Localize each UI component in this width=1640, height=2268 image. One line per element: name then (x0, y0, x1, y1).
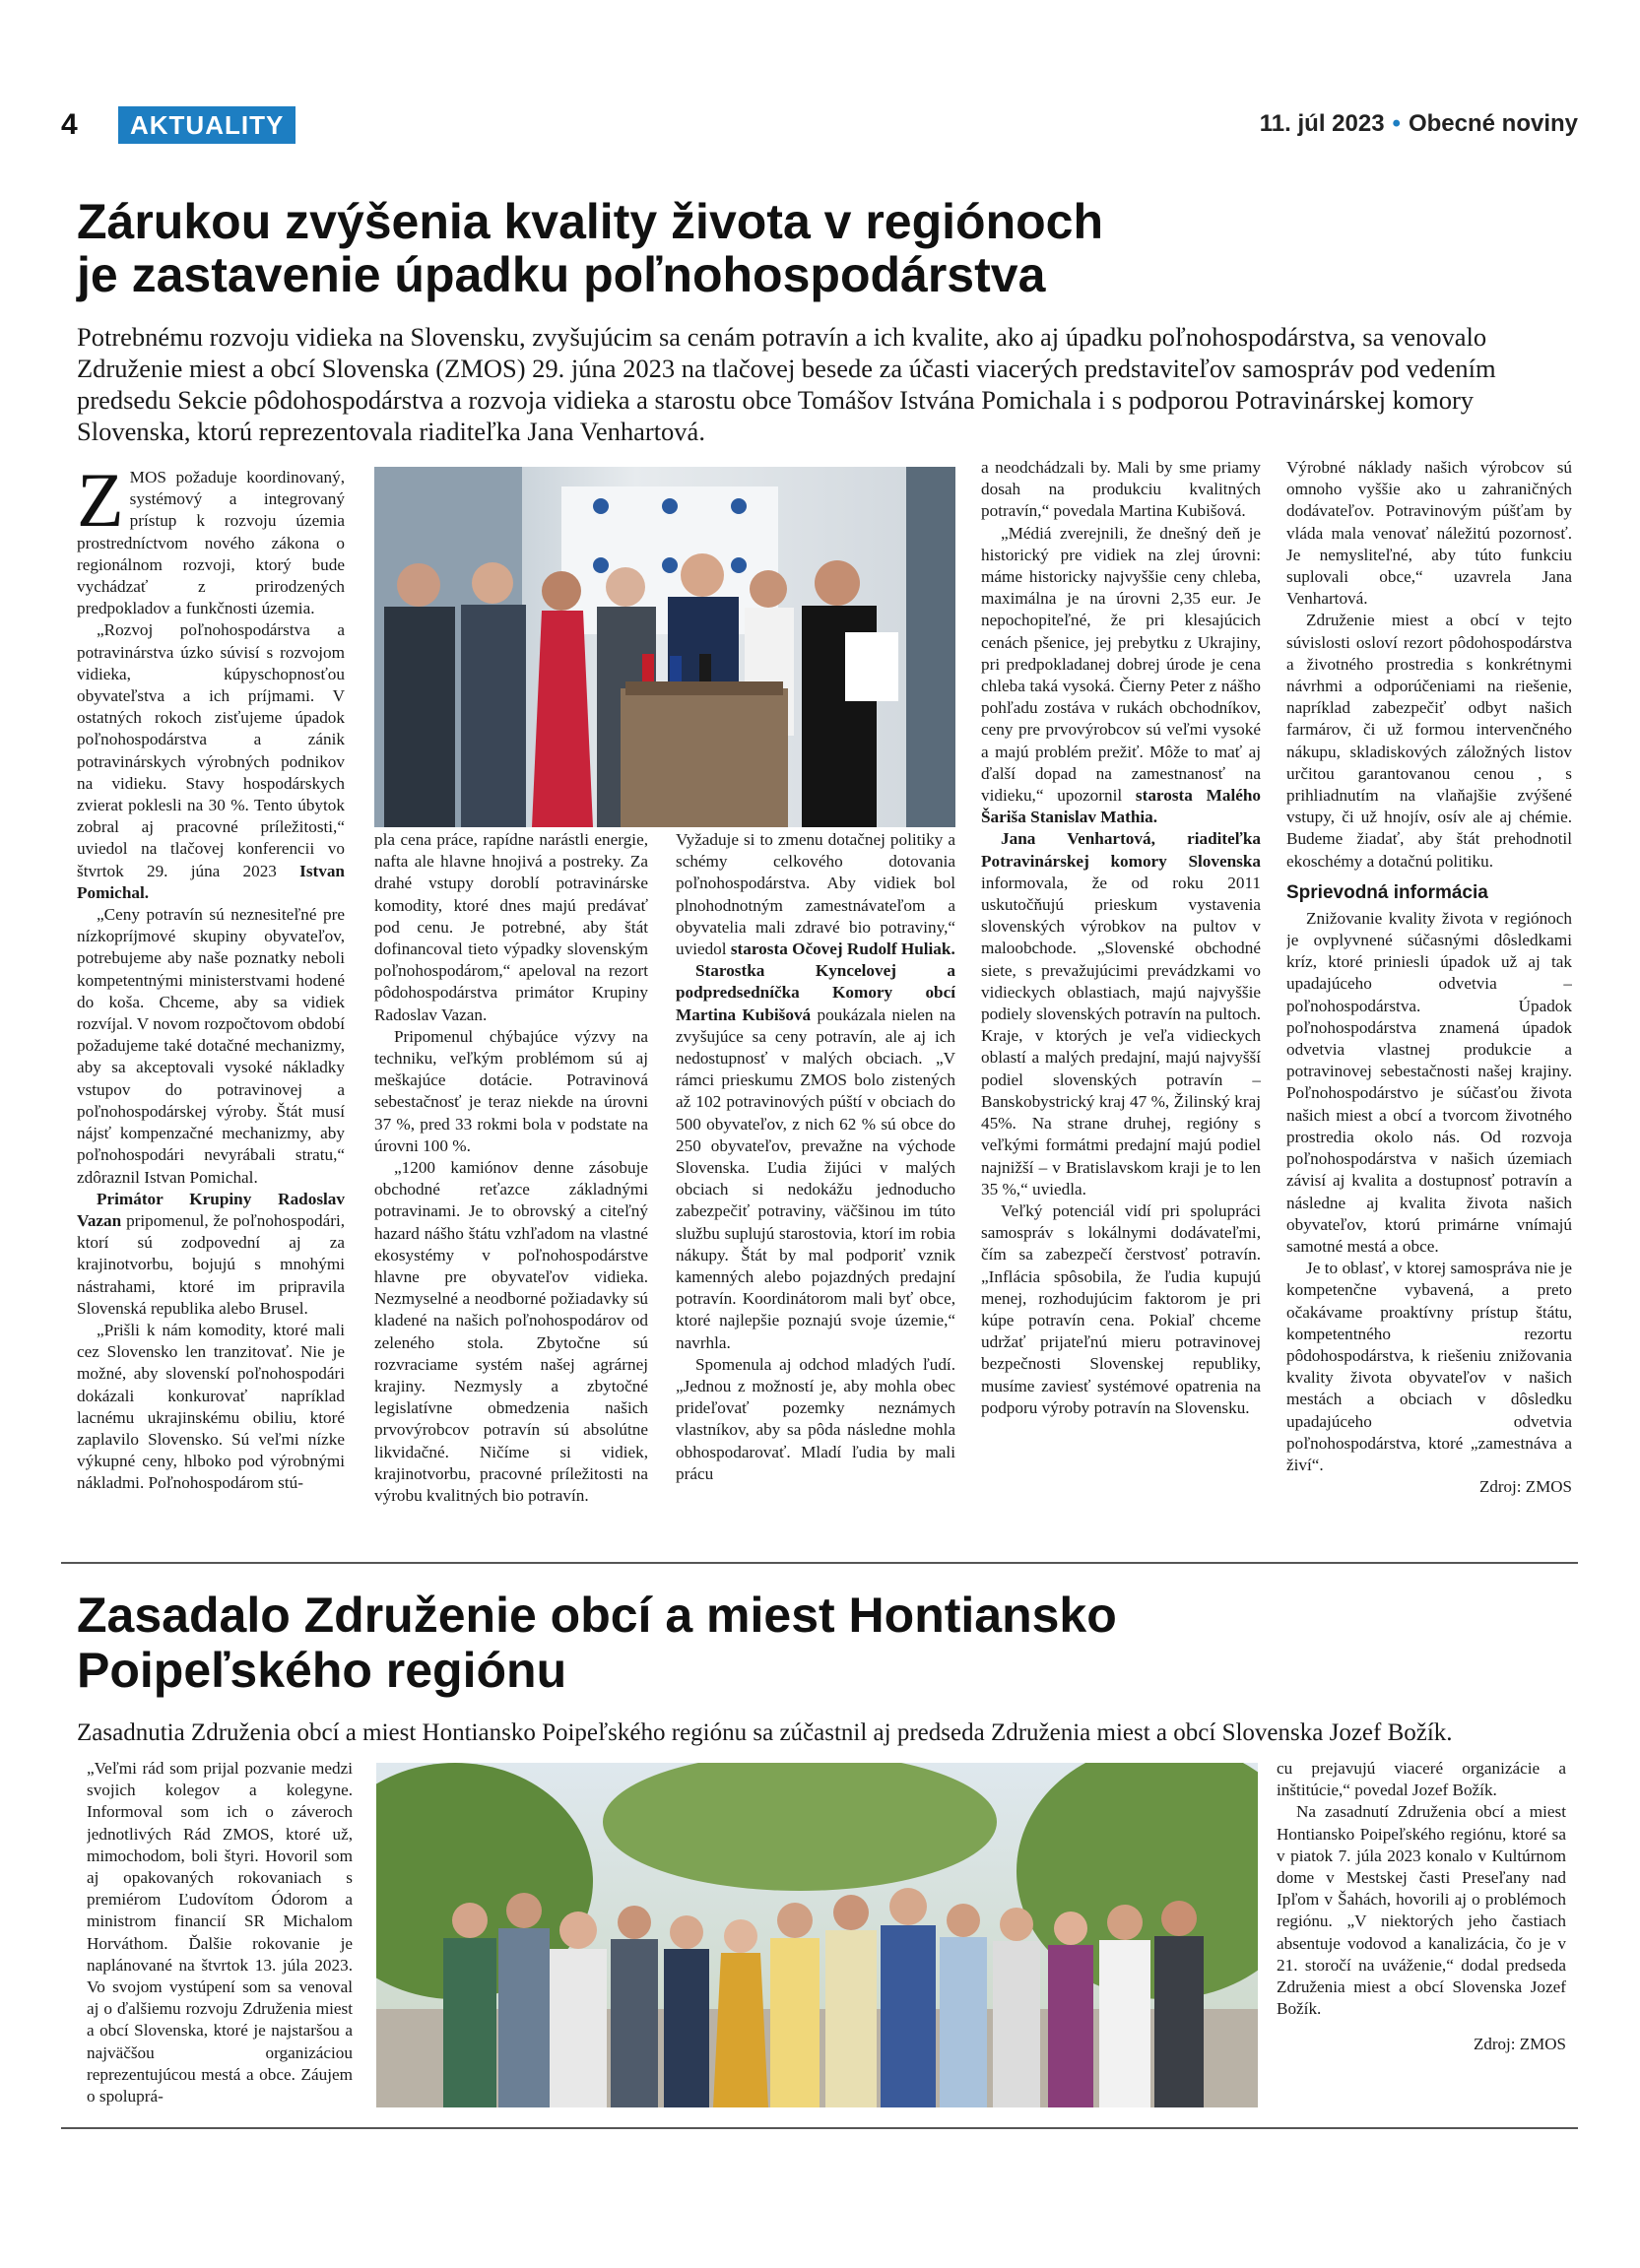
source-credit: Zdroj: ZMOS (1474, 2035, 1566, 2054)
separator-dot: • (1392, 110, 1401, 137)
paragraph: Pripomenul chýbajúce výzvy na techniku, veľkým problémom sú aj meškajúce dotácie. Potravinová sebestačnosť je teraz niekde na úrovni 37 %, pred 33 rokmi bola v podstate na úrovni 100 %. (374, 1026, 648, 1155)
article-1-title-line-1: Zárukou zvýšenia kvality života v regiónoch (77, 194, 1104, 249)
article-1-column-2 (374, 829, 648, 1555)
drop-cap: Z (77, 467, 124, 543)
paragraph: MOS požaduje koordinovaný, systémový a integrovaný prístup k rozvoju územia prostredníctvom nového zákona o regionálnom rozvoji, ktorý bude vychádzať z prirodzených predpokladov a funkčnosti územia. (77, 468, 345, 618)
paragraph: Výrobné náklady našich výrobcov sú omnoho vyššie ako u zahraničných dodávateľov. Potravinovým púšťam by vláda mala venovať náležitú pozornosť. Je nemysliteľné, aby túto funkciu suplovali obce,“ uzavrela Jana Venhartová. (1286, 458, 1572, 609)
group-image (376, 1763, 1258, 2107)
article-1-lead: Potrebnému rozvoju vidieka na Slovensku, zvyšujúcim sa cenám potravín a ich kvalite, ako aj úpadku poľnohospodárstva, sa venovalo Združenie miest a obcí Slovenska (ZMOS) 29. júna 2023 na tlačovej besede za účasti viacerých predstaviteľov samospráv pod vedením predsedu Sekcie pôdohospodárstva a rozvoja vidieka a starostu obce Tomášov Istvána Pomichala i s podporou Potravinárskej komory Slovenska, ktorú reprezentovala riaditeľka Jana Venhartová. (77, 322, 1496, 446)
speaker-name: Starostka Kyncelovej a podpredsedníčka Komory obcí Martina Kubišová (676, 961, 955, 1024)
article-2-column-1 (87, 1758, 353, 2122)
paragraph: informovala, že od roku 2011 uskutočňujú prieskum vystavenia slovenských výrobkov na pultov v maloobchode. „Slovenské obchodné siete, s prevažujúcimi prevádzkami vo vidieckych oblastiach, majú najvyššie podiely slovenských potravín na pultoch. Kraje, v ktorých je veľa vidieckych oblastí a malých predajní, majú najvyšší podiel slovenských potravín – Banskobystrický kraj 47 %, Žilinský kraj 45%. Na strane druhej, regióny s veľkými formátmi predajní majú podiel najnižší – v Bratislavskom kraji je to len 35 %,“ uviedla. (981, 873, 1261, 1199)
press-conference-image (374, 467, 955, 827)
issue-line (1260, 110, 1578, 138)
group-photo (376, 1763, 1258, 2107)
paragraph: poukázala nielen na zvyšujúce sa ceny potravín, ale aj ich nedostupnosť v malých obciach. „V rámci prieskumu ZMOS bolo zistených až 102 potravinových púští v obciach do 500 obyvateľov, z nich 62 % sú obce do 250 obyvateľov, prevažne na východe Slovenska. Ľudia žijúci v malých obciach si nedokážu jednoducho zabezpečiť potraviny, väčšinou im túto službu suplujú starostovia, ktorí im robia nákupy. Štát by mal podporiť vznik kamenných alebo pojazdných predajní potravín. Koordinátorom mali byť obce, ktoré najlepšie poznajú svoje územie,“ navrhla. (676, 1004, 955, 1352)
article-1-column-3 (676, 829, 955, 1555)
article-2-title (77, 1588, 1357, 1698)
article-2-title-line-2: Poipeľského regiónu (77, 1643, 567, 1698)
bottom-divider (61, 2127, 1578, 2129)
paragraph: cu prejavujú viaceré organizácie a inštitúcie,“ povedal Jozef Božík. (1277, 1759, 1566, 1800)
paragraph: „Prišli k nám komodity, ktoré mali cez Slovensko len tranzitovať. Nie je možné, aby slovenskí poľnohospodári dokázali konkurovať napríklad lacnému ukrajinskému obiliu, ktoré zaplavilo Slovensko. Sú veľmi nízke výkupné ceny, hlboko pod výrobnými nákladmi. Poľnohospodárom stú- (77, 1320, 345, 1493)
article-2-column-2 (1277, 1758, 1566, 2122)
article-1-column-1 (77, 467, 345, 1555)
speaker-name: Primátor Krupiny Radoslav Vazan (77, 1189, 345, 1230)
paragraph: „Ceny potravín sú neznesiteľné pre nízkopríjmové skupiny obyvateľov, potrebujeme aby naše poznatky neboli kompetentnými ministerstvami hodené do koša. Chceme, aby sa vidiek rozvíjal. V novom rozpočtovom období požadujeme také dotačné mechanizmy, aby sa akceptovali vysoké nákladky vstupov do potravinovej a poľnohospodárskej výroby. Štát musí nájsť kompenzačné mechanizmy, aby poľnohospodári nevyrábali stratu,“ zdôraznil Istvan Pomichal. (77, 905, 345, 1187)
paragraph: Je to oblasť, v ktorej samospráva nie je kompetenčne vybavená, a preto očakávame proaktívny prístup štátu, kompetentného rezortu pôdohospodárstva, k riešeniu znižovania kvality života obyvateľov v našich mestách a obciach v dôsledku upadajúceho odvetvia poľnohospodárstva, ktoré „zamestnáva a živí“. (1286, 1259, 1572, 1474)
article-1-column-5 (1286, 457, 1572, 1555)
speaker-name: starosta Očovej Rudolf Huliak. (730, 940, 955, 959)
paragraph: Vyžaduje si to zmenu dotačnej politiky a schémy celkového dotovania poľnohospodárstva. Aby vidiek bol plnohodnotným zamestnávateľom a obyvatelia mali zdravé bio potraviny,“ uviedol (676, 830, 955, 959)
speaker-name: starosta Malého Šariša Stanislav Mathia. (981, 786, 1261, 827)
issue-date: 11. júl 2023 (1259, 110, 1385, 137)
publication-name: Obecné noviny (1408, 110, 1578, 137)
paragraph: „Médiá zverejnili, že dnešný deň je historický pre vidiek na zlej úrovni: máme historicky najvyššie ceny chleba, maximálna je na úrovni 2,35 eur. Je nepochopiteľné, že pri klesajúcich cenách pšenice, jej prebytku z Ukrajiny, pri predpokladanej dobrej úrode je cena chleba taká vysoká. Čierny Peter z nášho pohľadu zostáva v rukách obchodníkov, ceny pre prvovýrobcov sú veľmi vysoké a majú problém prežiť. Môže to mať aj ďalší dopad na zamestnanosť na vidieku,“ upozornil (981, 523, 1261, 806)
press-conference-photo (374, 467, 955, 827)
speaker-name: Istvan Pomichal. (77, 861, 345, 902)
section-badge: AKTUALITY (118, 106, 295, 144)
article-1-title (77, 195, 1554, 301)
paragraph: Na zasadnutí Združenia obcí a miest Hontiansko Poipeľského regiónu, ktoré sa v piatok 7. júla 2023 konalo v Kultúrnom dome v Mestskej časti Preseľany nad Ipľom v Šahách, hovorili aj o problémoch regiónu. „V niektorých jeho častiach absentuje vodovod a kanalizácia, čo je v 21. storočí na uváženie,“ dodal predseda Združenia miest a obcí Slovenska Jozef Božík. (1277, 1802, 1566, 2019)
article-2-lead: Zasadnutia Združenia obcí a miest Hontiansko Poipeľského regiónu sa zúčastnil aj predseda Združenia miest a obcí Slovenska Jozef Božík. (77, 1719, 1453, 1746)
sidebar-subheading: Sprievodná informácia (1286, 881, 1488, 903)
page-header (61, 106, 1578, 146)
article-divider (61, 1562, 1578, 1564)
article-1-title-line-2: je zastavenie úpadku poľnohospodárstva (77, 247, 1046, 302)
paragraph: a neodchádzali by. Mali by sme priamy dosah na produkciu kvalitných potravín,“ povedala Martina Kubišová. (981, 458, 1261, 521)
source-credit: Zdroj: ZMOS (1479, 1477, 1572, 1497)
speaker-name: Jana Venhartová, riaditeľka Potravinárskej komory Slovenska (981, 829, 1261, 871)
paragraph: „1200 kamiónov denne zásobuje obchodné reťazce základnými potravinami. Je to obrovský a citeľný hazard nášho štátu vzhľadom na vlastné ekosystémy v poľnohospodárstve hlavne pre obyvateľov vidieka. Nezmyselné a neodborné požiadavky sú kladené na našich poľnohospodárov od zeleného stola. Zbytočne sú rozvraciame systém našej agrárnej krajiny. Nezmysly a zbytočné legislatívne obmedzenia našich prvovýrobcov potravín sú absolútne likvidačné. Ničíme si vidiek, krajinotvorbu, pracovné príležitosti na výrobu kvalitných bio potravín. (374, 1158, 648, 1506)
paragraph: pripomenul, že poľnohospodári, ktorí sú zodpovední aj za krajinotvorbu, bojujú s mnohými nástrahami, ktoré im pripravila Slovenská republika alebo Brusel. (77, 1210, 345, 1318)
paragraph: Spomenula aj odchod mladých ľudí. „Jednou z možností je, aby mohla obec prideľovať pozemky neznámych vlastníkov, aby sa pôda následne mohla obhospodarovať. Mladí ľudia by mali prácu (676, 1354, 955, 1483)
paragraph: Znižovanie kvality života v regiónoch je ovplyvnené súčasnými dôsledkami kríz, ktoré priniesli úpadok už aj tak upadajúceho odvetvia – poľnohospodárstva. Úpadok poľnohospodárstva znamená úpadok odvetvia vlastnej produkcie a potravinovej sebestačnosti našej krajiny. Poľnohospodárstvo je súčasťou života našich miest a obcí a tvorcom životného prostredia okolo nás. Od rozvoja poľnohospodárstva v našich územiach závisí aj kvalita a dostupnosť potravín a následne aj kvalita života našich obyvateľov, ktorú primárne vnímajú samotné mestá a obce. (1286, 908, 1572, 1256)
paragraph: „Veľmi rád som prijal pozvanie medzi svojich kolegov a kolegyne. Informoval som ich o záveroch jednotlivých Rád ZMOS, ktoré už, mimochodom, boli štyri. Hovoril som aj opakovaných rokovaniach s premiérom Ľudovítom Ódorom a ministrom financií SR Michalom Horváthom. Ďalšie rokovanie je naplánované na štvrtok 13. júla 2023. Vo svojom vystúpení som sa venoval aj o ďalšiemu rozvoju Združenia miest a obcí Slovenska, ktoré je najstaršou a najväčšou organizáciou reprezentujúcou mestá a obce. Záujem o spoluprá- (87, 1759, 353, 2106)
page-number: 4 (61, 108, 78, 141)
paragraph: Združenie miest a obcí v tejto súvislosti osloví rezort pôdohospodárstva a životného prostredia s konkrétnymi návrhmi a odporúčeniami na riešenie, napríklad zabezpečiť odbyt našich farmárov, či už formou intervenčného nákupu, skladiskových záložných listov určitou garantovanou cenou , s prihliadnutím na vlaňajšie zvýšené vstupy, či už hnojív, osív ale aj chémie. Budeme žiadať, aby štát prehodnotil ekoschémy a dotačnú politiku. (1286, 611, 1572, 871)
paragraph: „Rozvoj poľnohospodárstva a potravinárstva úzko súvisí s rozvojom vidieka, kúpyschopnosťou obyvateľstva a ich príjmami. V ostatných rokoch zisťujeme úpadok poľnohospodárstva a zánik potravinárskych výrobných podnikov na vidieku. Stavy hospodárskych zvierat poklesli na 30 %. Tento úbytok zobral aj pracovné príležitosti,“ uviedol na tlačovej konferencii vo štvrtok 29. júna 2023 (77, 620, 345, 880)
paragraph: Veľký potenciál vidí pri spolupráci samospráv s lokálnymi dodávateľmi, čím sa zabezpečí čerstvosť potravín. „Inflácia spôsobila, že ľudia kupujú menej, rozhodujúcim faktorom je pri kúpe potravín cena. Pokiaľ chceme udržať prijateľnú mieru potravinovej bezpečnosti Slovenskej republiky, musíme zaviesť systémové opatrenia na podporu výroby potravín na Slovensku. (981, 1200, 1261, 1417)
paragraph: pla cena práce, rapídne narástli energie, nafta ale hlavne hnojivá a postreky. Za drahé vstupy doroblí potravinárske komodity, ktoré dnes majú predávať pod cenu. Je potrebné, aby štát dofinancoval tieto výpadky slovenským poľnohospodárom,“ apeloval na rezort pôdohospodárstva primátor Krupiny Radoslav Vazan. (374, 830, 648, 1024)
article-2-title-line-1: Zasadalo Združenie obcí a miest Hontiansko (77, 1588, 1117, 1643)
article-1-column-4 (981, 457, 1261, 1555)
